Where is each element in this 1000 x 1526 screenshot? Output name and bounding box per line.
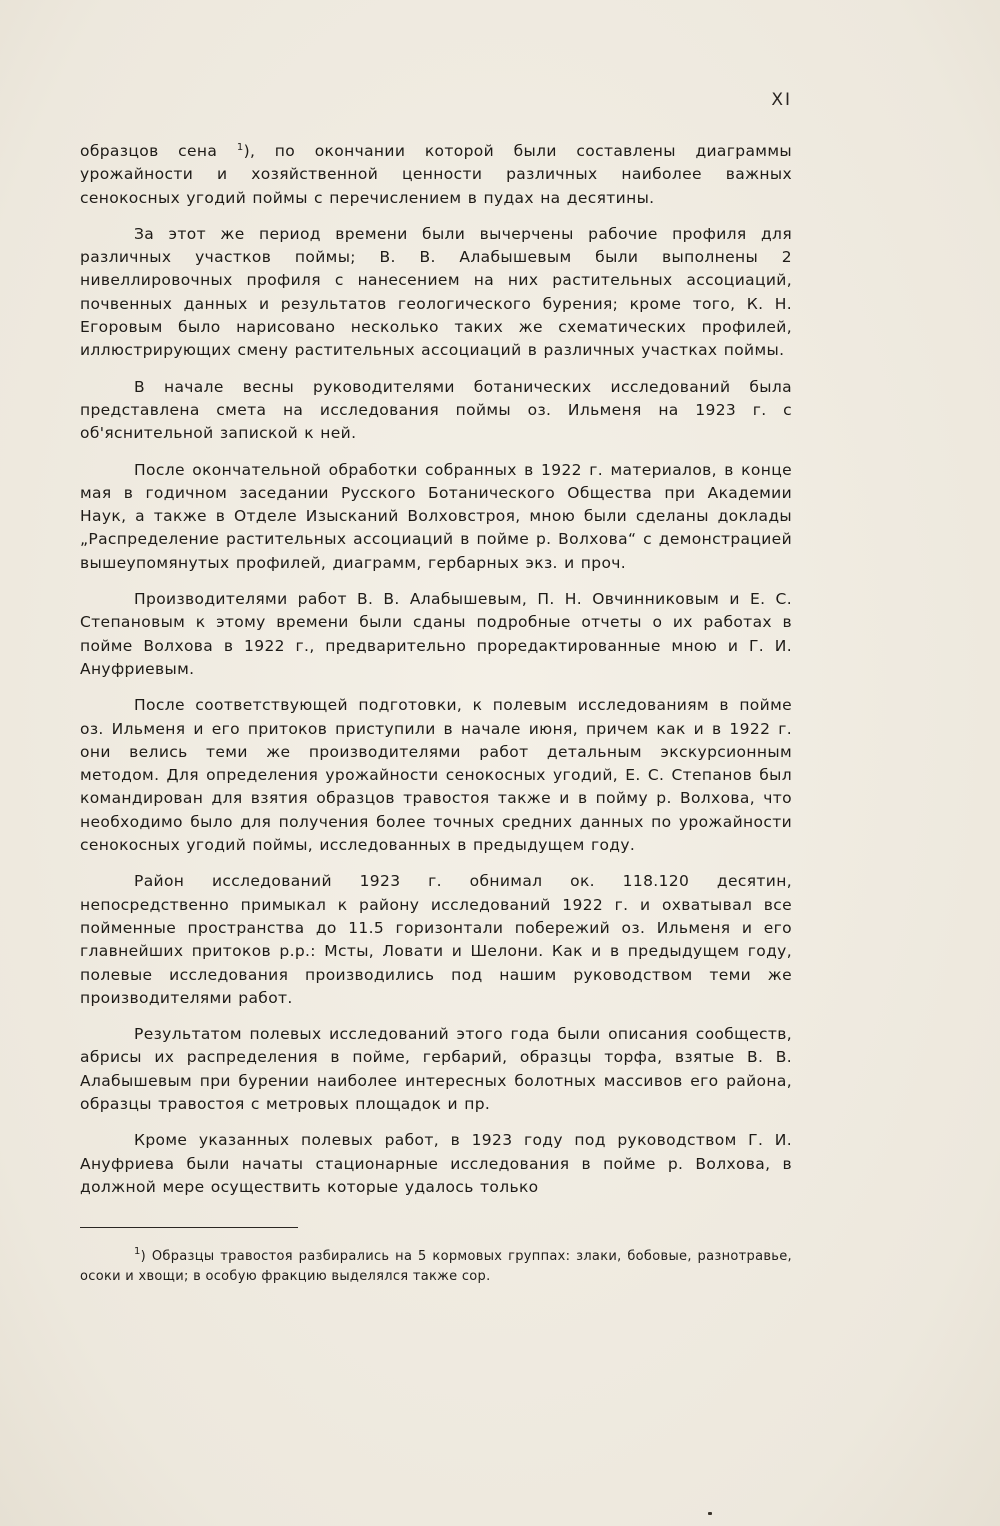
paragraph-2: За этот же период времени были вычерчены рабочие профиля для различных участков поймы; В. В. Алабышевым были выполнены 2 нивеллировочных профиля с нанесением на них растительных ассоциаций, почвенных данных и результатов геологического бурения; кроме того, К. Н. Егоровым было нарисовано несколько таких же схематических профилей, иллюстрирующих смену растительных ассоциаций в различных участках поймы. [80,224,792,360]
paragraph-1-start: образцов сена [80,142,218,160]
paragraph-1-rest: ), по окончании которой были составлены диаграммы урожайности и хозяйственной ценности различных наиболее важных сенокосных угодий поймы с перечислением в пудах на десятины. [80,142,792,207]
page-number: XI [771,90,792,110]
paragraph-8: Результатом полевых исследований этого года были описания сообществ, абрисы их распределения в пойме, гербарий, образцы торфа, взятые В. В. Алабышевым при бурении наиболее интересных болотных массивов его района, образцы травостоя с метровых площадок и пр. [80,1025,792,1113]
paragraph-3: В начале весны руководителями ботанических исследований была представлена смета на исследования поймы оз. Ильменя на 1923 г. с об'яснительной запиской к ней. [80,377,792,443]
footnote [80,1247,792,1287]
paragraph-5: Производителями работ В. В. Алабышевым, П. Н. Овчинниковым и Е. С. Степановым к этому времени были сданы подробные отчеты о их работах в пойме Волхова в 1922 г., предварительно проредактированные мною и Г. И. Ануфриевым. [80,590,792,678]
footnote-marker: 1 [134,1246,141,1257]
paragraph-6: После соответствующей подготовки, к полевым исследованиям в пойме оз. Ильменя и его притоков приступили в начале июня, причем как и в 1922 г. они велись теми же производителями работ детальным экскурсионным методом. Для определения урожайности сенокосных угодий, Е. С. Степанов был командирован для взятия образцов травостоя также и в пойму р. Волхова, что необходимо было для получения более точных средних данных по урожайности сенокосных угодий поймы, исследованных в предыдущем году. [80,696,792,855]
paragraph-7: Район исследований 1923 г. обнимал ок. 118.120 десятин, непосредственно примыкал к району исследований 1922 г. и охватывал все пойменные пространства до 11.5 горизонтали побережий оз. Ильменя и его главнейших притоков р.р.: Мсты, Ловати и Шелони. Как и в предыдущем году, полевые исследования производились под нашим руководством теми же производителями работ. [80,872,792,1007]
footnote-text: ) Образцы травостоя разбирались на 5 кормовых группах: злаки, бобовые, разнотравье, осоки и хвощи; в особую фракцию выделялся также сор. [80,1249,792,1284]
paragraph-4: После окончательной обработки собранных в 1922 г. материалов, в конце мая в годичном заседании Русского Ботанического Общества при Академии Наук, а также в Отделе Изысканий Волховстроя, мною были сделаны доклады „Распределение растительных ассоциаций в пойме р. Волхова“ с демонстрацией вышеупомянутых профилей, диаграмм, гербарных экз. и проч. [80,460,792,572]
footnote-reference: 1 [236,142,244,153]
paragraph-1 [80,140,792,210]
print-speck [708,1512,712,1515]
paragraph-9: Кроме указанных полевых работ, в 1923 году под руководством Г. И. Ануфриева были начаты стационарные исследования в пойме р. Волхова, в должной мере осуществить которые удалось только [80,1131,792,1196]
body-text [80,140,792,1212]
footnote-divider [80,1227,298,1228]
